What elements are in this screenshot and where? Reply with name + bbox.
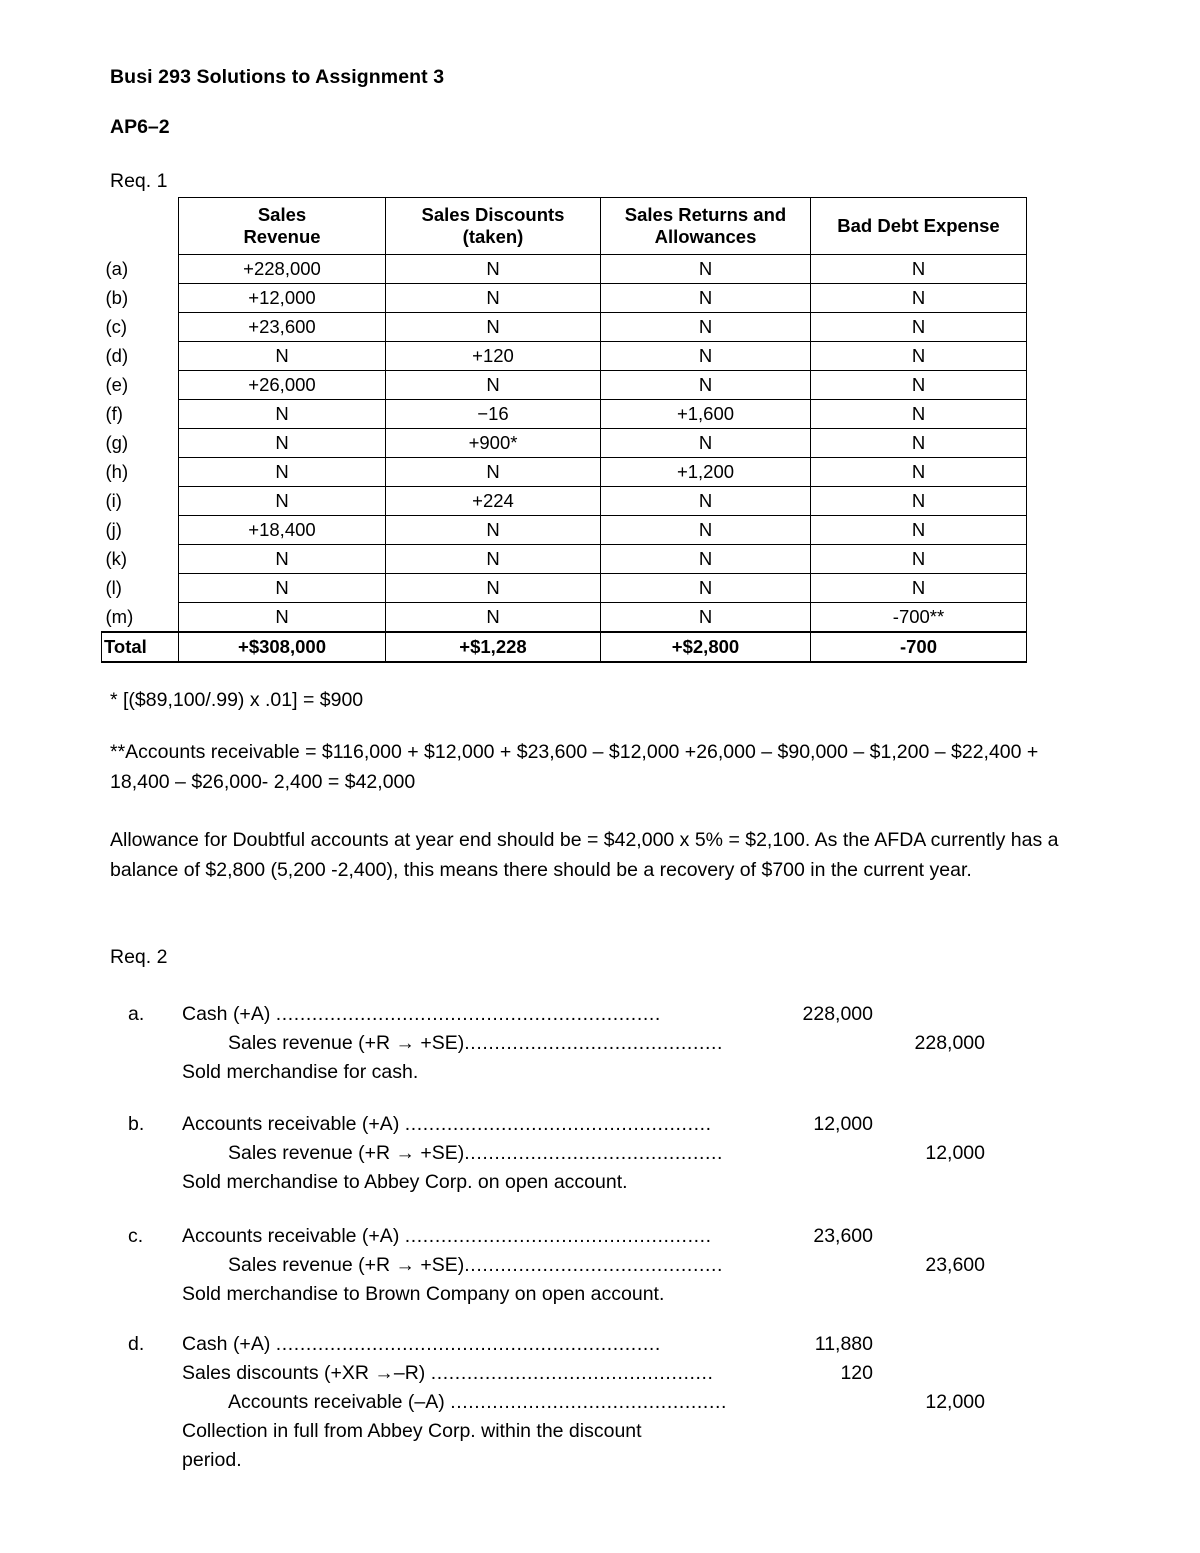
cell-bad-debt: N [811, 429, 1027, 458]
journal-entry-narration-line [0, 1417, 1200, 1446]
total-cell-bad-debt: -700 [811, 632, 1027, 662]
cell-sales-revenue: N [179, 603, 386, 632]
footnote-single-star: * [($89,100/.99) x .01] = $900 [110, 689, 364, 711]
cell-sales-revenue: +228,000 [179, 255, 386, 284]
journal-entry-line [0, 1330, 1200, 1359]
cell-sales-discounts: N [386, 603, 601, 632]
cell-sales-returns: N [601, 255, 811, 284]
leader-dots: ............................................... [430, 1362, 714, 1384]
journal-entry-line [0, 1222, 1200, 1251]
journal-entry-narration-line-2 [0, 1446, 1200, 1475]
cell-sales-revenue: N [179, 400, 386, 429]
column-header-line1: Sales [257, 204, 307, 226]
column-header-line2: Allowances [654, 226, 757, 247]
cell-sales-revenue: +18,400 [179, 516, 386, 545]
account-label: Accounts receivable (+A) [182, 1225, 405, 1247]
column-header-line2: Revenue [243, 226, 321, 247]
journal-entry-line [0, 1000, 1200, 1029]
row-label: (h) [105, 461, 129, 483]
cell-sales-returns: N [601, 371, 811, 400]
row-label: (g) [105, 432, 129, 454]
cell-sales-returns: +1,200 [601, 458, 811, 487]
column-header-sales-discounts [386, 198, 601, 255]
table-row [102, 342, 1027, 371]
entry-debit-amount: 11,880 [814, 1333, 873, 1355]
table-row [102, 545, 1027, 574]
total-label: Total [102, 632, 179, 662]
cell-sales-discounts: −16 [386, 400, 601, 429]
table-row [102, 574, 1027, 603]
cell-bad-debt: N [811, 516, 1027, 545]
account-label: Cash (+A) [182, 1333, 276, 1355]
entry-account-name [228, 1251, 723, 1280]
cell-bad-debt: N [811, 313, 1027, 342]
leader-dots: .............................................. [450, 1391, 728, 1413]
journal-entry-line [0, 1388, 1200, 1417]
table-row [102, 284, 1027, 313]
journal-entry [0, 1222, 1200, 1309]
cell-sales-discounts: N [386, 458, 601, 487]
entry-credit-amount: 228,000 [914, 1032, 985, 1054]
column-header-line1: Sales Returns and [624, 204, 787, 226]
cell-sales-revenue: N [179, 574, 386, 603]
cell-sales-revenue: +12,000 [179, 284, 386, 313]
journal-entry-narration-line [0, 1058, 1200, 1087]
table-row [102, 313, 1027, 342]
entry-account-name [228, 1029, 723, 1058]
entry-account-name [228, 1388, 727, 1417]
column-header-sales-revenue [179, 198, 386, 255]
footnote-double-star: **Accounts receivable = $116,000 + $12,000 + $23,600 – $12,000 +26,000 – $90,000 – $1,200 – $22,400 + 18,400 – $26,000- 2,400 = $42,000 [110, 741, 1039, 793]
cell-sales-revenue: N [179, 342, 386, 371]
cell-sales-revenue: N [179, 429, 386, 458]
leader-dots: ........................................... [464, 1254, 724, 1276]
account-label: Sales revenue (+R → +SE) [228, 1032, 465, 1054]
matrix-corner-cell [102, 198, 179, 255]
row-label: (c) [105, 316, 128, 338]
section-code: AP6–2 [110, 116, 170, 138]
column-header-line2: (taken) [462, 226, 524, 247]
journal-entry-narration-line [0, 1280, 1200, 1309]
row-label: (d) [105, 345, 129, 367]
cell-sales-revenue: N [179, 545, 386, 574]
row-label: (l) [105, 577, 122, 599]
entry-debit-amount: 23,600 [813, 1225, 873, 1247]
row-label: (m) [105, 605, 134, 627]
table-row [102, 255, 1027, 284]
entry-letter: b. [128, 1113, 145, 1135]
cell-sales-revenue: N [179, 458, 386, 487]
cell-sales-returns: N [601, 284, 811, 313]
entry-account-name [228, 1139, 723, 1168]
req1-label: Req. 1 [110, 170, 168, 192]
entry-credit-amount: 12,000 [925, 1391, 985, 1413]
leader-dots: ................................................... [404, 1225, 712, 1247]
account-label: Cash (+A) [182, 1003, 276, 1025]
entry-narration: Sold merchandise for cash. [182, 1061, 419, 1083]
matrix-table-head [102, 198, 1027, 255]
entry-credit-amount: 23,600 [925, 1254, 985, 1276]
entry-debit-amount: 12,000 [813, 1113, 873, 1135]
cell-sales-returns: N [601, 545, 811, 574]
cell-sales-discounts: N [386, 545, 601, 574]
matrix-table-body [102, 255, 1027, 662]
cell-sales-returns: N [601, 574, 811, 603]
cell-sales-returns: N [601, 342, 811, 371]
entry-narration: Sold merchandise to Abbey Corp. on open account. [182, 1171, 628, 1193]
cell-sales-returns: N [601, 429, 811, 458]
cell-bad-debt: N [811, 255, 1027, 284]
page-title: Busi 293 Solutions to Assignment 3 [110, 66, 445, 88]
cell-bad-debt: N [811, 574, 1027, 603]
cell-bad-debt: N [811, 545, 1027, 574]
cell-bad-debt: -700** [811, 603, 1027, 632]
cell-sales-discounts: N [386, 516, 601, 545]
entry-letter: c. [128, 1225, 144, 1247]
cell-sales-returns: N [601, 487, 811, 516]
journal-entry-line [0, 1359, 1200, 1388]
column-header-sales-returns [601, 198, 811, 255]
journal-entry [0, 1000, 1200, 1087]
entry-account-name [182, 1000, 661, 1029]
row-label: (j) [105, 519, 122, 541]
row-label: (b) [105, 287, 129, 309]
row-label: (e) [105, 374, 129, 396]
cell-sales-discounts: +120 [386, 342, 601, 371]
table-row [102, 458, 1027, 487]
cell-bad-debt: N [811, 458, 1027, 487]
cell-sales-returns: +1,600 [601, 400, 811, 429]
journal-entry-line [0, 1251, 1200, 1280]
entry-credit-amount: 12,000 [925, 1142, 985, 1164]
table-row [102, 516, 1027, 545]
cell-bad-debt: N [811, 342, 1027, 371]
cell-sales-returns: N [601, 603, 811, 632]
effects-matrix-table [101, 197, 1027, 663]
total-cell-sales-discounts: +$1,228 [386, 632, 601, 662]
row-label: (a) [105, 258, 129, 280]
matrix-table-wrapper [101, 197, 1026, 663]
leader-dots: ................................................... [404, 1113, 712, 1135]
entry-letter: a. [128, 1003, 145, 1025]
table-row [102, 429, 1027, 458]
total-cell-sales-revenue: +$308,000 [179, 632, 386, 662]
leader-dots: ........................................... [464, 1142, 724, 1164]
cell-sales-discounts: N [386, 371, 601, 400]
entry-debit-amount: 228,000 [802, 1003, 873, 1025]
entry-narration-continued: period. [182, 1449, 242, 1471]
cell-bad-debt: N [811, 284, 1027, 313]
cell-sales-discounts: +900* [386, 429, 601, 458]
column-header-line1: Sales Discounts [421, 204, 565, 226]
account-label: Accounts receivable (–A) [228, 1391, 451, 1413]
journal-entry [0, 1330, 1200, 1475]
row-label: (k) [105, 548, 128, 570]
cell-sales-discounts: +224 [386, 487, 601, 516]
cell-bad-debt: N [811, 487, 1027, 516]
entry-account-name [182, 1359, 714, 1388]
cell-sales-discounts: N [386, 284, 601, 313]
account-label: Sales revenue (+R → +SE) [228, 1142, 465, 1164]
entry-debit-amount: 120 [840, 1362, 873, 1384]
cell-bad-debt: N [811, 371, 1027, 400]
cell-sales-discounts: N [386, 574, 601, 603]
cell-sales-revenue: N [179, 487, 386, 516]
account-label: Accounts receivable (+A) [182, 1113, 405, 1135]
entry-account-name [182, 1222, 712, 1251]
cell-sales-discounts: N [386, 255, 601, 284]
account-label: Sales discounts (+XR →–R) [182, 1362, 431, 1384]
table-row [102, 371, 1027, 400]
cell-sales-revenue: +26,000 [179, 371, 386, 400]
afda-explanation-paragraph: Allowance for Doubtful accounts at year end should be = $42,000 x 5% = $2,100. As the AFDA currently has a balance of $2,800 (5,200 -2,400), this means there should be a recovery of $700 in the current year. [110, 829, 1059, 881]
leader-dots: ........................................... [464, 1032, 724, 1054]
row-label: (f) [105, 403, 123, 425]
journal-entry-line [0, 1139, 1200, 1168]
table-row [102, 603, 1027, 632]
table-total-row [102, 632, 1027, 662]
column-header-line1: Bad Debt Expense [837, 215, 1000, 237]
entry-narration: Sold merchandise to Brown Company on open account. [182, 1283, 665, 1305]
account-label: Sales revenue (+R → +SE) [228, 1254, 465, 1276]
req2-label: Req. 2 [110, 946, 168, 968]
entry-narration: Collection in full from Abbey Corp. within the discount [182, 1420, 642, 1442]
cell-sales-discounts: N [386, 313, 601, 342]
entry-letter: d. [128, 1333, 145, 1355]
entry-account-name [182, 1110, 712, 1139]
table-row [102, 400, 1027, 429]
matrix-header-row [102, 198, 1027, 255]
journal-entry [0, 1110, 1200, 1197]
row-label: (i) [105, 490, 122, 512]
table-row [102, 487, 1027, 516]
journal-entry-line [0, 1029, 1200, 1058]
cell-sales-returns: N [601, 313, 811, 342]
entry-account-name [182, 1330, 661, 1359]
leader-dots: ................................................................ [275, 1003, 661, 1025]
column-header-bad-debt-expense [811, 198, 1027, 255]
journal-entry-line [0, 1110, 1200, 1139]
cell-sales-returns: N [601, 516, 811, 545]
journal-entry-narration-line [0, 1168, 1200, 1197]
total-cell-sales-returns: +$2,800 [601, 632, 811, 662]
cell-bad-debt: N [811, 400, 1027, 429]
leader-dots: ................................................................ [275, 1333, 661, 1355]
cell-sales-revenue: +23,600 [179, 313, 386, 342]
